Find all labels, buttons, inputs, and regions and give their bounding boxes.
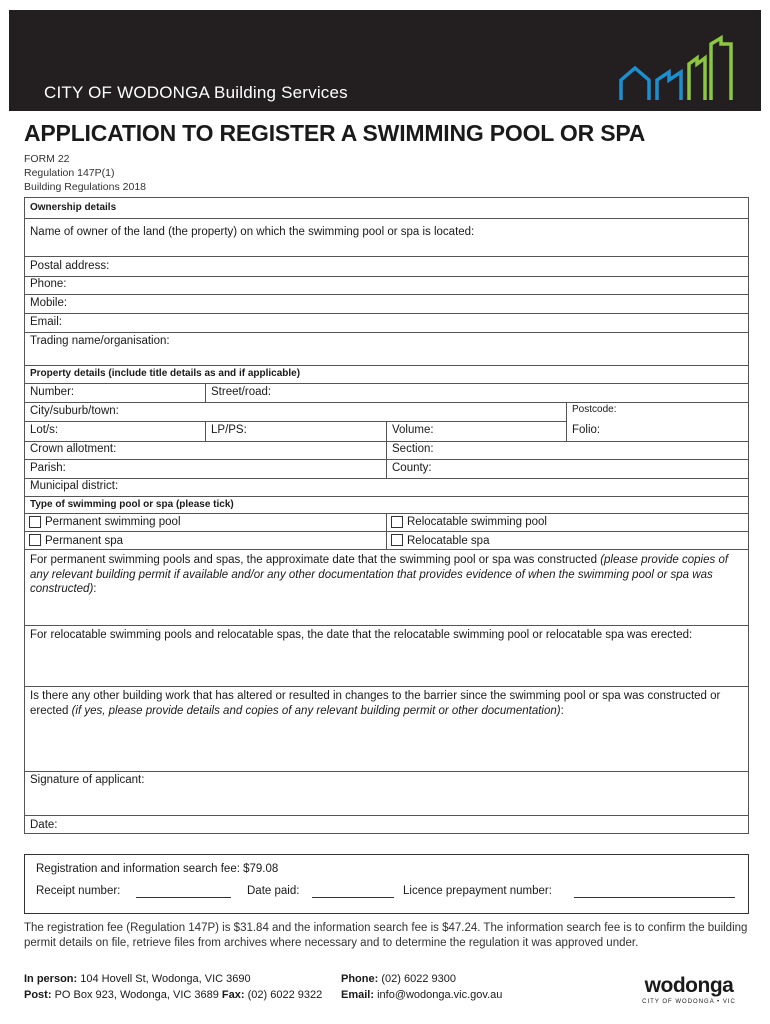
form-number: FORM 22 [24, 153, 70, 165]
fee-box [24, 854, 749, 914]
signature-field[interactable]: Signature of applicant: [30, 774, 145, 786]
postcode-field[interactable]: Postcode: [572, 404, 617, 415]
licence-number-label: Licence prepayment number: [403, 885, 552, 897]
permanent-spa-checkbox[interactable] [29, 534, 41, 546]
wodonga-logo-sub: CITY OF WODONGA • VIC [642, 999, 736, 1005]
date-field[interactable]: Date: [30, 819, 58, 831]
county-field[interactable]: County: [392, 462, 432, 474]
postal-address-field[interactable]: Postal address: [30, 260, 110, 272]
email-field[interactable]: Email: [30, 316, 62, 328]
date-paid-label: Date paid: [247, 885, 300, 897]
date-paid-field[interactable] [312, 897, 394, 898]
building-regulations: Building Regulations 2018 [24, 181, 147, 193]
property-heading: Property details (include title details as and if applicable) [30, 368, 301, 379]
city-skyline-logo [609, 34, 749, 104]
city-field[interactable]: City/suburb/town: [30, 405, 119, 417]
relocatable-pool-label: Relocatable swimming pool [407, 516, 547, 528]
trading-name-field[interactable]: Trading name/organisation: [30, 335, 170, 347]
contact-in-person: In person: 104 Hovell St, Wodonga, VIC 3690 [24, 973, 251, 985]
lp-ps-field[interactable]: LP/PS: [211, 424, 247, 436]
contact-post: Post: PO Box 923, Wodonga, VIC 3689 Fax: (02) 6022 9322 [24, 989, 323, 1001]
relocatable-date-question[interactable]: For relocatable swimming pools and relocatable spas, the date that the relocatable swimming pool or relocatable spa was erected: [30, 629, 693, 641]
lots-field[interactable]: Lot/s: [30, 424, 59, 436]
receipt-number-label: Receipt number: [36, 885, 121, 897]
mobile-field[interactable]: Mobile: [30, 297, 68, 309]
receipt-number-field[interactable] [136, 897, 231, 898]
permanent-pool-checkbox[interactable] [29, 516, 41, 528]
licence-number-field[interactable] [574, 897, 735, 898]
type-heading: Type of swimming pool or spa (please tick) [30, 499, 234, 510]
owner-name-field[interactable]: Name of owner of the land (the property) on which the swimming pool or spa is located: [30, 226, 475, 238]
search-fee-text: Registration and information search fee: $79.08 [36, 863, 279, 875]
contact-email: Email: info@wodonga.vic.gov.au [341, 989, 503, 1001]
crown-allotment-field[interactable]: Crown allotment: [30, 443, 117, 455]
application-form [24, 197, 749, 834]
phone-field[interactable]: Phone: [30, 278, 67, 290]
ownership-heading: Ownership details [30, 202, 117, 213]
wodonga-logo [628, 972, 750, 1006]
header-banner [9, 10, 761, 111]
wodonga-logo-word: wodonga [644, 974, 734, 997]
relocatable-spa-label: Relocatable spa [407, 535, 490, 547]
relocatable-spa-checkbox[interactable] [391, 534, 403, 546]
street-field[interactable]: Street/road: [211, 386, 272, 398]
fee-note: The registration fee (Regulation 147P) is $31.84 and the information search fee is $47.24. The information search fee is to confirm the building permit details on file, retrieve files from archives where necessary and to determine the regulation it was approved under. [24, 922, 748, 949]
parish-field[interactable]: Parish: [30, 462, 66, 474]
municipal-district-field[interactable]: Municipal district: [30, 480, 119, 492]
permanent-pool-label: Permanent swimming pool [45, 516, 181, 528]
relocatable-pool-checkbox[interactable] [391, 516, 403, 528]
other-work-question[interactable]: Is there any other building work that has altered or resulted in changes to the barrier since the swimming pool or spa was constructed or erected (if yes, please provide details and copies of any relevant building permit or other documentation): [30, 690, 721, 717]
banner-title: CITY OF WODONGA Building Services [44, 83, 348, 102]
permanent-date-question[interactable]: For permanent swimming pools and spas, the approximate date that the swimming pool or spa was constructed (please provide copies of any relevant building permit if available and/or any other documentation that provides evidence of when the swimming pool or spa was constructed): [30, 554, 729, 595]
folio-field[interactable]: Folio: [572, 424, 601, 436]
contact-phone: Phone: (02) 6022 9300 [341, 973, 456, 985]
document-title: APPLICATION TO REGISTER A SWIMMING POOL OR SPA [24, 120, 646, 146]
number-field[interactable]: Number: [30, 386, 75, 398]
regulation-ref: Regulation 147P(1) [24, 167, 115, 179]
volume-field[interactable]: Volume: [392, 424, 434, 436]
section-field[interactable]: Section: [392, 443, 434, 455]
permanent-spa-label: Permanent spa [45, 535, 123, 547]
